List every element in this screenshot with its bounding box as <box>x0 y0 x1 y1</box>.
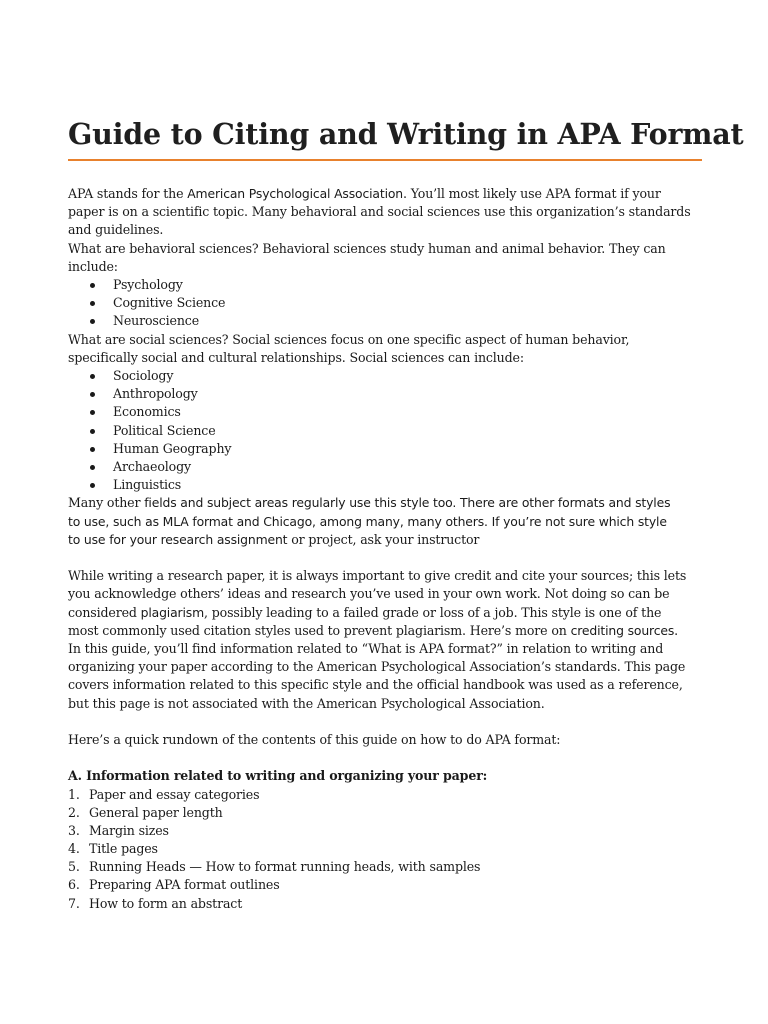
behavioral-line-1: What are behavioral sciences? Behavioral sciences study human and animal behavior. They can <box>68 240 666 256</box>
other-text: or project, ask your instructor <box>287 531 480 547</box>
list-item: Archaeology <box>68 458 708 476</box>
section-a-heading: A. Information related to writing and organizing your paper: <box>68 768 488 784</box>
writing-paragraph <box>68 567 708 713</box>
social-line-2: specifically social and cultural relationships. Social sciences can include: <box>68 349 524 365</box>
list-item <box>68 858 708 876</box>
behavioral-list <box>68 276 708 331</box>
item-number: 5. <box>68 859 80 875</box>
intro-line-1 <box>68 185 708 203</box>
writing-text: most commonly used citation styles used to prevent plagiarism. Here’s more on <box>68 622 571 638</box>
writing-line-7: covers information related to this specific style and the official handbook was used as a reference, <box>68 677 683 693</box>
list-item: Linguistics <box>68 476 708 494</box>
item-number: 7. <box>68 895 80 911</box>
crediting-sources-link[interactable]: crediting sources <box>570 622 675 638</box>
section-a-list <box>68 786 708 913</box>
research-assignment-link[interactable]: to use for your research assignment <box>68 531 288 547</box>
item-number: 3. <box>68 822 80 838</box>
intro-text: APA stands for the <box>68 186 188 201</box>
writing-line-2: you acknowledge others’ ideas and research you’ve used in your own work. Not doing so can be <box>68 586 670 602</box>
list-item: Neuroscience <box>68 312 708 330</box>
social-line-1: What are social sciences? Social sciences focus on one specific aspect of human behavior, <box>68 331 630 347</box>
item-text: Margin sizes <box>89 822 169 838</box>
item-text: Paper and essay categories <box>89 786 260 802</box>
social-list <box>68 367 708 494</box>
item-number: 1. <box>68 786 80 802</box>
item-number: 2. <box>68 804 80 820</box>
list-item <box>68 822 708 840</box>
behavioral-line-2: include: <box>68 258 118 274</box>
list-item: Anthropology <box>68 385 708 403</box>
behavioral-paragraph <box>68 240 708 276</box>
other-line-1 <box>68 494 708 512</box>
item-number: 6. <box>68 877 80 893</box>
list-item <box>68 876 708 894</box>
list-item: Political Science <box>68 422 708 440</box>
writing-text: , possibly leading to a failed grade or loss of a job. This style is one of the <box>204 604 662 620</box>
writing-text: considered <box>68 604 141 620</box>
fields-link[interactable]: fields and subject areas regularly use this style too. There are other formats and styles <box>144 495 671 511</box>
other-line-2[interactable]: to use, such as MLA format and Chicago, among many, many others. If you’re not sure which style <box>68 513 667 529</box>
list-item <box>68 804 708 822</box>
list-item: Economics <box>68 403 708 421</box>
other-formats-paragraph <box>68 494 708 549</box>
intro-line-3: and guidelines. <box>68 222 164 238</box>
spacer <box>68 749 708 767</box>
item-text: Title pages <box>89 841 158 857</box>
list-item: Psychology <box>68 276 708 294</box>
writing-text: . <box>674 622 679 638</box>
list-item: Sociology <box>68 367 708 385</box>
item-text: How to form an abstract <box>89 895 243 911</box>
apa-link[interactable]: American Psychological Association <box>187 186 403 201</box>
page-title: Guide to Citing and Writing in APA Format <box>68 117 744 151</box>
list-item <box>68 895 708 913</box>
writing-line-4 <box>68 622 708 640</box>
plagiarism-link[interactable]: plagiarism <box>140 604 205 620</box>
title-underline <box>68 159 702 161</box>
writing-line-1: While writing a research paper, it is always important to give credit and cite your sources; this lets <box>68 568 687 584</box>
item-text: Preparing APA format outlines <box>89 877 280 893</box>
list-item: Cognitive Science <box>68 294 708 312</box>
document-body <box>68 185 708 913</box>
writing-line-8: but this page is not associated with the American Psychological Association. <box>68 695 545 711</box>
list-item <box>68 840 708 858</box>
intro-text: . You’ll most likely use APA format if your <box>403 186 661 201</box>
writing-line-6: organizing your paper according to the American Psychological Association’s standards. This page <box>68 659 686 675</box>
other-line-3 <box>68 531 708 549</box>
list-item <box>68 786 708 804</box>
intro-paragraph <box>68 185 708 240</box>
spacer <box>68 713 708 731</box>
writing-line-5: In this guide, you’ll find information related to “What is APA format?” in relation to writing and <box>68 640 664 656</box>
intro-line-2: paper is on a scientific topic. Many behavioral and social sciences use this organization’s standards <box>68 204 691 220</box>
spacer <box>68 549 708 567</box>
writing-line-3 <box>68 604 708 622</box>
list-item: Human Geography <box>68 440 708 458</box>
rundown-paragraph: Here’s a quick rundown of the contents of this guide on how to do APA format: <box>68 731 561 747</box>
social-paragraph <box>68 331 708 367</box>
item-text: General paper length <box>89 804 223 820</box>
item-text: Running Heads — How to format running heads, with samples <box>89 859 481 875</box>
item-number: 4. <box>68 841 80 857</box>
other-text: Many other <box>68 495 145 511</box>
